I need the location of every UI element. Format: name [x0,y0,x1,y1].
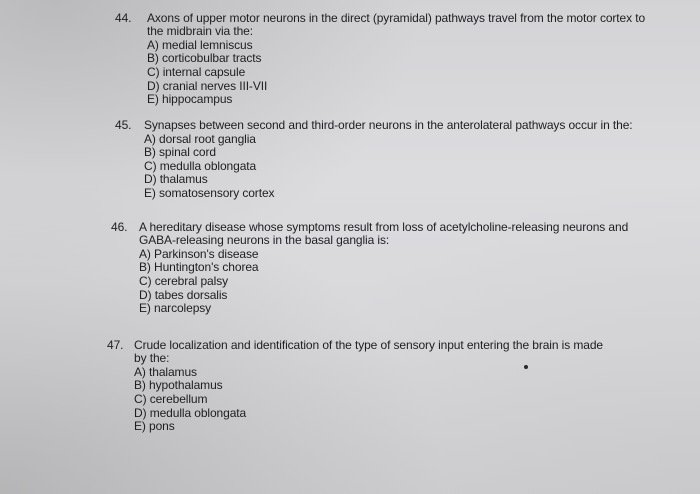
answer-option-d: D) cranial nerves III-VII [147,78,268,93]
answer-option-c: C) internal capsule [147,64,246,79]
question-stem: Crude localization and identification of the type of sensory input entering the brain is made [134,338,603,352]
question-number: 45. [115,118,132,132]
pen-mark-dot [524,365,528,369]
answer-option-b: B) Huntington's chorea [139,260,259,275]
question-stem: GABA-releasing neurons in the basal ganglia is: [139,233,390,248]
question-stem: Axons of upper motor neurons in the direct (pyramidal) pathways travel from the motor cortex to [147,11,646,25]
answer-option-d: D) thalamus [144,172,208,187]
answer-option-c: C) cerebral palsy [139,273,228,288]
question-body [147,12,645,106]
answer-option-a: A) dorsal root ganglia [144,131,256,146]
answer-option-a: A) Parkinson's disease [139,246,259,261]
answer-option-b: B) corticobulbar tracts [147,51,262,66]
question-body [139,221,628,315]
question-stem: by the: [134,351,170,366]
answer-option-e: E) pons [134,419,175,434]
answer-option-b: B) spinal cord [144,145,216,160]
answer-option-b: B) hypothalamus [134,378,223,393]
answer-option-e: E) somatosensory cortex [144,185,275,200]
answer-option-e: E) narcolepsy [139,301,212,316]
answer-option-e: E) hippocampus [147,92,233,107]
question-number: 46. [111,220,128,234]
question-stem: A hereditary disease whose symptoms result from loss of acetylcholine-releasing neurons and [139,220,629,234]
question-stem: the midbrain via the: [147,24,253,39]
answer-option-a: A) medial lemniscus [147,37,253,52]
question-stem: Synapses between second and third-order neurons in the anterolateral pathways occur in the: [144,118,633,132]
answer-option-c: C) cerebellum [134,391,208,406]
question-body [144,119,633,200]
question-number: 44. [115,11,132,25]
question-number: 47. [107,338,124,352]
question-body [134,339,603,433]
answer-option-d: D) medulla oblongata [134,405,247,420]
answer-option-d: D) tabes dorsalis [139,287,228,302]
answer-option-c: C) medulla oblongata [144,158,257,173]
answer-option-a: A) thalamus [134,364,197,379]
